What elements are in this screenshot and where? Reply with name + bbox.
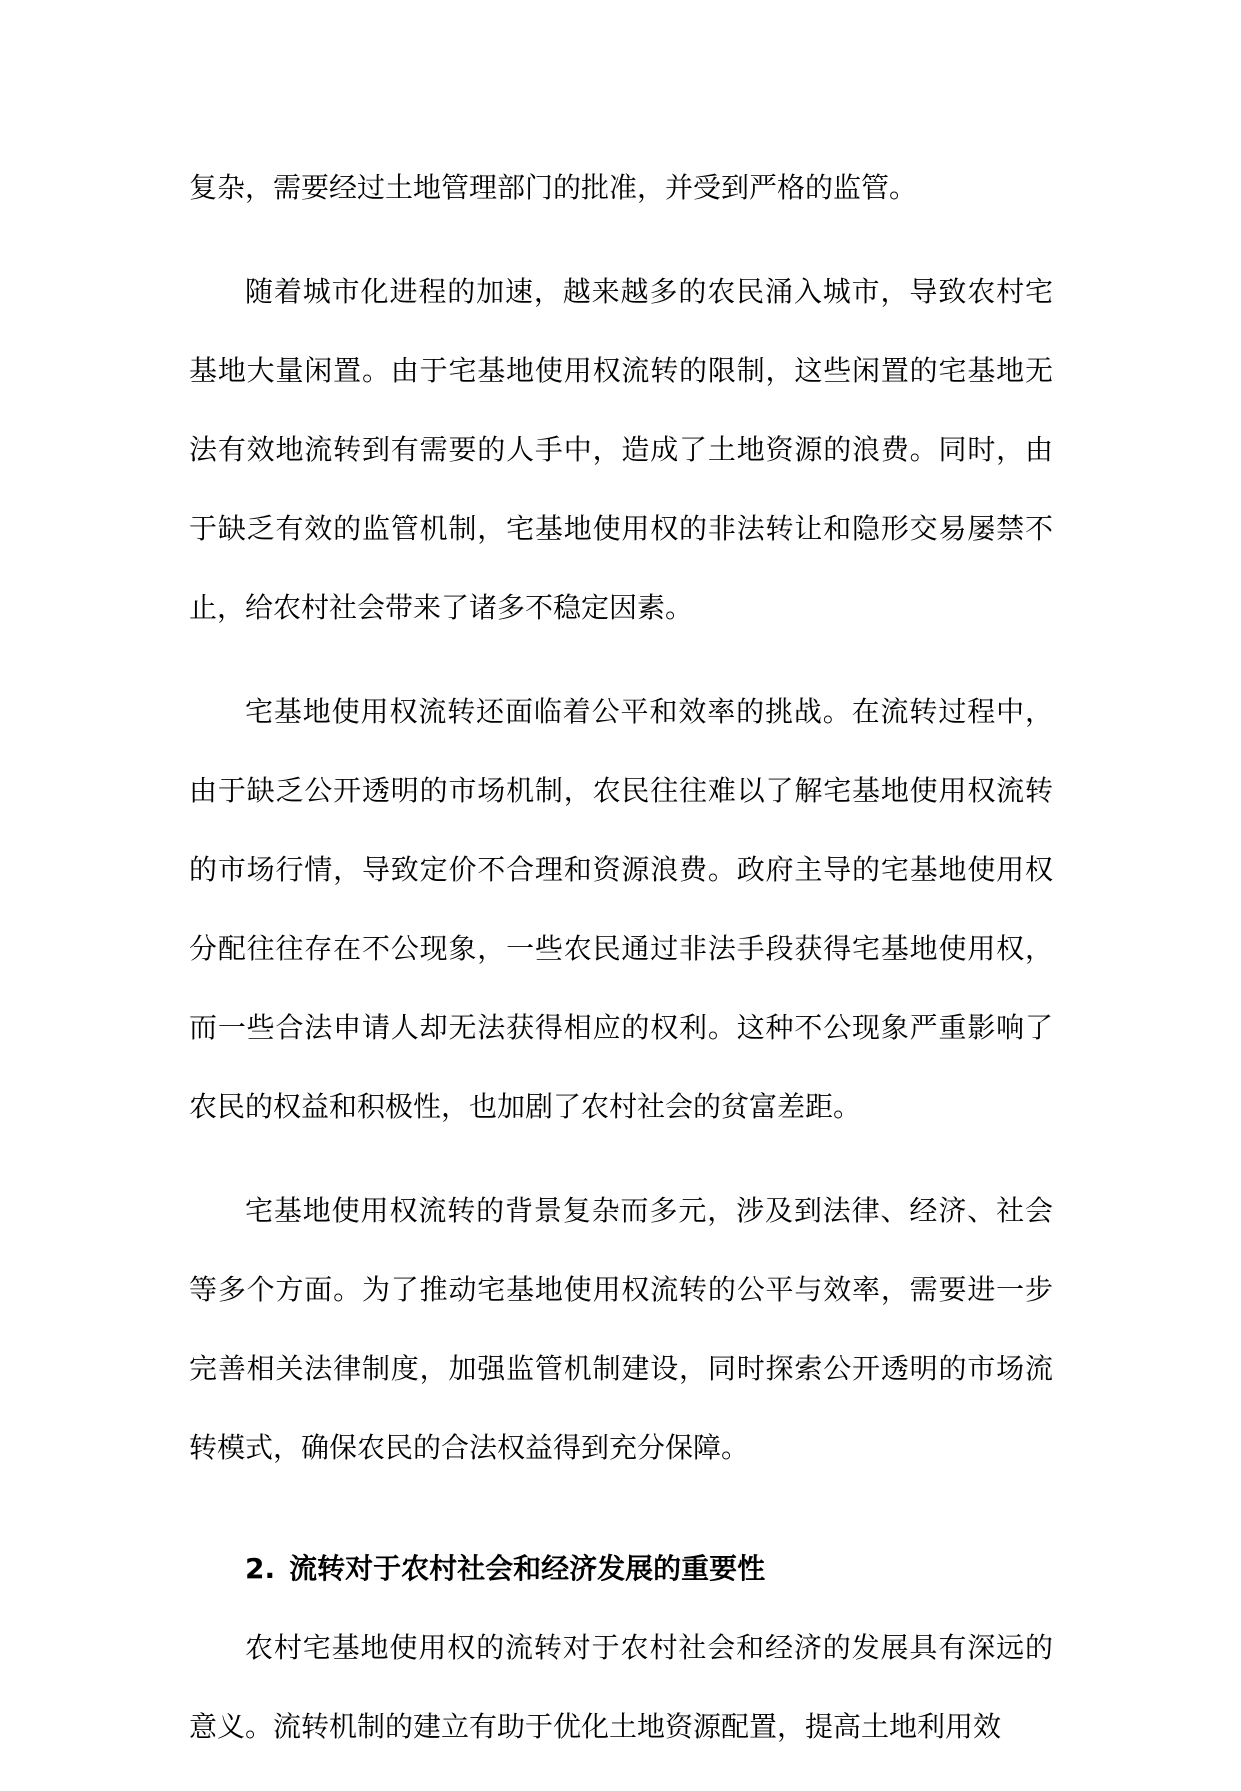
paragraph-continued: 复杂，需要经过土地管理部门的批准，并受到严格的监管。 — [189, 171, 918, 204]
paragraph-summary: 宅基地使用权流转的背景复杂而多元，涉及到法律、经济、社会等多个方面。为了推动宅基地使用权流转的公平与效率，需要进一步完善相关法律制度，加强监管机制建设，同时探索公开透明的市场流转模式，确保农民的合法权益得到充分保障。 — [189, 1194, 1053, 1464]
paragraph-fairness: 宅基地使用权流转还面临着公平和效率的挑战。在流转过程中，由于缺乏公开透明的市场机制，农民往往难以了解宅基地使用权流转的市场行情，导致定价不合理和资源浪费。政府主导的宅基地使用权分配往往存在不公现象，一些农民通过非法手段获得宅基地使用权，而一些合法申请人却无法获得相应的权利。这种不公现象严重影响了农民的权益和积极性，也加剧了农村社会的贫富差距。 — [189, 695, 1053, 1123]
document-body — [189, 148, 1053, 1791]
section-number: 2. — [245, 1552, 276, 1585]
paragraph-urbanization: 随着城市化进程的加速，越来越多的农民涌入城市，导致农村宅基地大量闲置。由于宅基地使用权流转的限制，这些闲置的宅基地无法有效地流转到有需要的人手中，造成了土地资源的浪费。同时，由于缺乏有效的监管机制，宅基地使用权的非法转让和隐形交易屡禁不止，给农村社会带来了诸多不稳定因素。 — [189, 275, 1053, 624]
section-heading — [189, 1529, 1053, 1608]
section-title: 流转对于农村社会和经济发展的重要性 — [289, 1552, 766, 1585]
paragraph-importance: 农村宅基地使用权的流转对于农村社会和经济的发展具有深远的意义。流转机制的建立有助于优化土地资源配置，提高土地利用效 — [189, 1631, 1053, 1743]
